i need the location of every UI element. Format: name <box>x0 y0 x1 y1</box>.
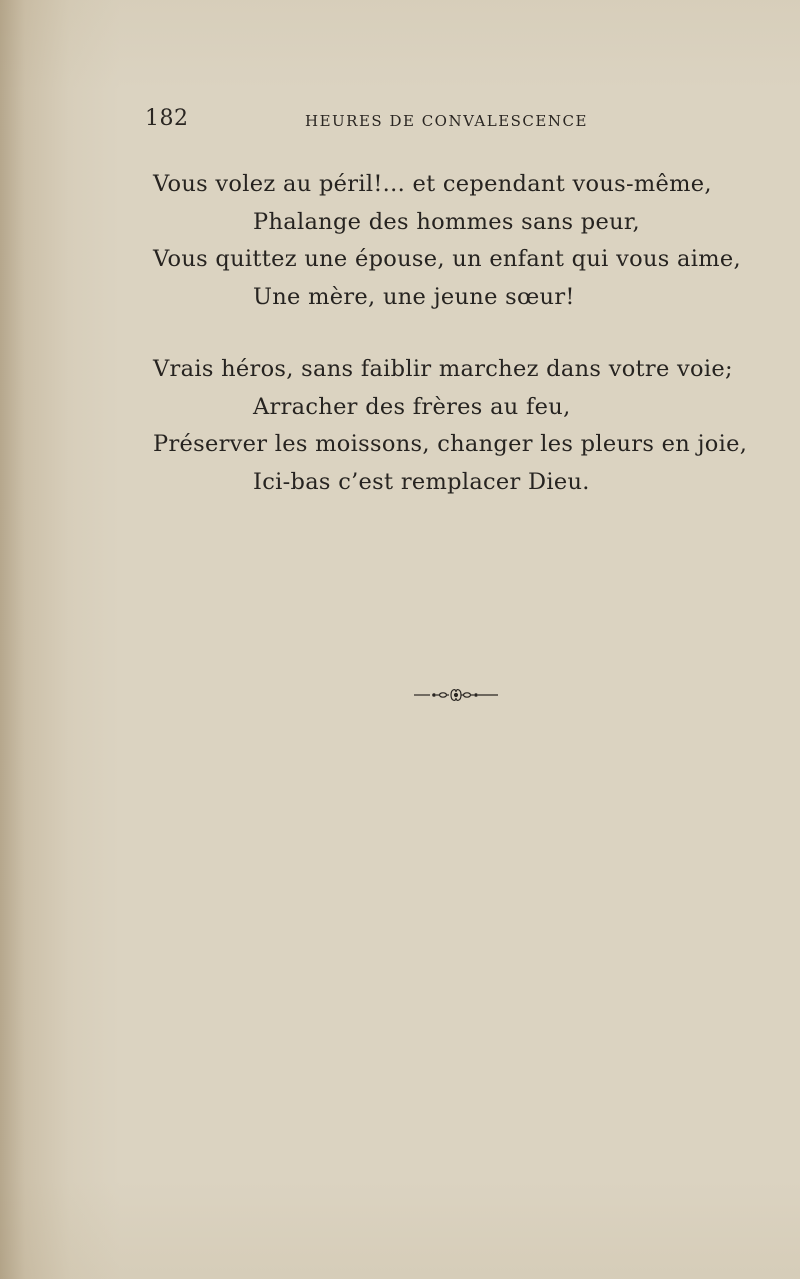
verse-line: Vous quittez une épouse, un enfant qui vous aime, <box>153 246 741 272</box>
verse-line: Arracher des frères au feu, <box>253 393 571 420</box>
page-number: 182 <box>145 106 189 131</box>
stanza-1 <box>153 166 753 316</box>
verse-line: Une mère, une jeune sœur! <box>253 283 575 310</box>
verse-line: Vrais héros, sans faiblir marchez dans votre voie; <box>153 356 733 382</box>
page-header <box>145 104 607 134</box>
poem <box>153 166 753 501</box>
verse-line: Vous volez au péril!... et cependant vous-même, <box>153 171 712 197</box>
stanza-2 <box>153 351 753 501</box>
fleuron-ornament-icon <box>412 684 500 706</box>
verse-line: Ici-bas c’est remplacer Dieu. <box>253 468 590 495</box>
verse-line: Préserver les moissons, changer les pleurs en joie, <box>153 431 748 457</box>
running-head: HEURES DE CONVALESCENCE <box>305 112 588 130</box>
verse-line: Phalange des hommes sans peur, <box>253 208 640 235</box>
